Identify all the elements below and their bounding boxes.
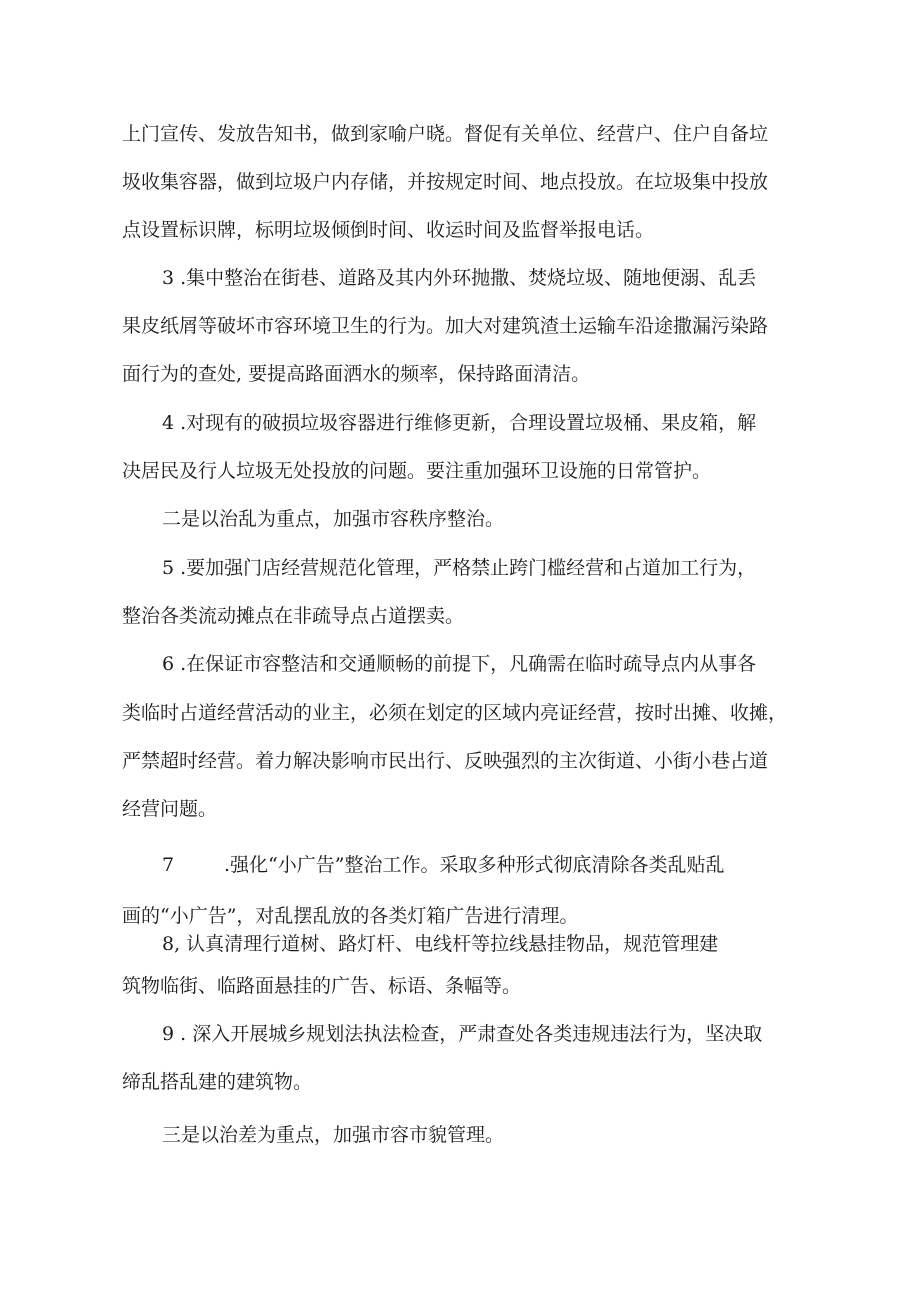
item-7-number: 7 [162, 854, 175, 876]
text-line: 整治各类流动摊点在非疏导点占道摆卖。 [122, 605, 465, 627]
text-line: 严禁超时经营。着力解决影响市民出行、反映强烈的主次街道、小街小巷占道 [122, 750, 769, 772]
item-7-line: .强化“小广告”整治工作。采取多种形式彻底清除各类乱贴乱 [224, 854, 725, 876]
item-6-line: 6 .在保证市容整洁和交通顺畅的前提下，凡确需在临时疏导点内从事各 [162, 653, 757, 675]
text-line: 决居民及行人垃圾无处投放的问题。要注重加强环卫设施的日常管护。 [122, 460, 712, 482]
item-4-line: 4 .对现有的破损垃圾容器进行维修更新，合理设置垃圾桶、果皮箱，解 [162, 412, 757, 434]
text-line: 果皮纸屑等破坏市容环境卫生的行为。加大对建筑渣土运输车沿途撒漏污染路 [122, 315, 769, 337]
text-line: 圾收集容器，做到垃圾户内存储，并按规定时间、地点投放。在垃圾集中投放 [122, 171, 769, 193]
text-line: 点设置标识牌，标明垃圾倾倒时间、收运时间及监督举报电话。 [122, 219, 655, 241]
item-8-line: 8, 认真清理行道树、路灯杆、电线杆等拉线悬挂物品，规范管理建 [162, 933, 719, 955]
item-5-line: 5 .要加强门店经营规范化管理，严格禁止跨门槛经营和占道加工行为， [162, 557, 757, 579]
text-line: 缔乱搭乱建的建筑物。 [122, 1071, 313, 1093]
text-line: 筑物临街、临路面悬挂的广告、标语、条幅等。 [122, 975, 522, 997]
text-line: 经营问题。 [122, 798, 218, 820]
item-3-line: 3 .集中整治在街巷、道路及其内外环抛撒、焚烧垃圾、随地便溺、乱丢 [162, 267, 757, 289]
text-line: 上门宣传、发放告知书，做到家喻户晓。督促有关单位、经营户、住户自备垃 [122, 123, 769, 145]
section-heading-2: 二是以治乱为重点，加强市容秩序整治。 [162, 508, 505, 530]
section-heading-3: 三是以治差为重点，加强市容市貌管理。 [162, 1124, 505, 1146]
text-line: 面行为的查处, 要提高路面洒水的频率，保持路面清洁。 [122, 363, 591, 385]
item-9-line: 9 . 深入开展城乡规划法执法检查，严肃查处各类违规违法行为，坚决取 [162, 1023, 763, 1045]
text-line: 画的“小广告”，对乱摆乱放的各类灯箱广告进行清理。 [122, 905, 579, 927]
text-line: 类临时占道经营活动的业主，必须在划定的区域内亮证经营，按时出摊、收摊， [122, 702, 788, 724]
